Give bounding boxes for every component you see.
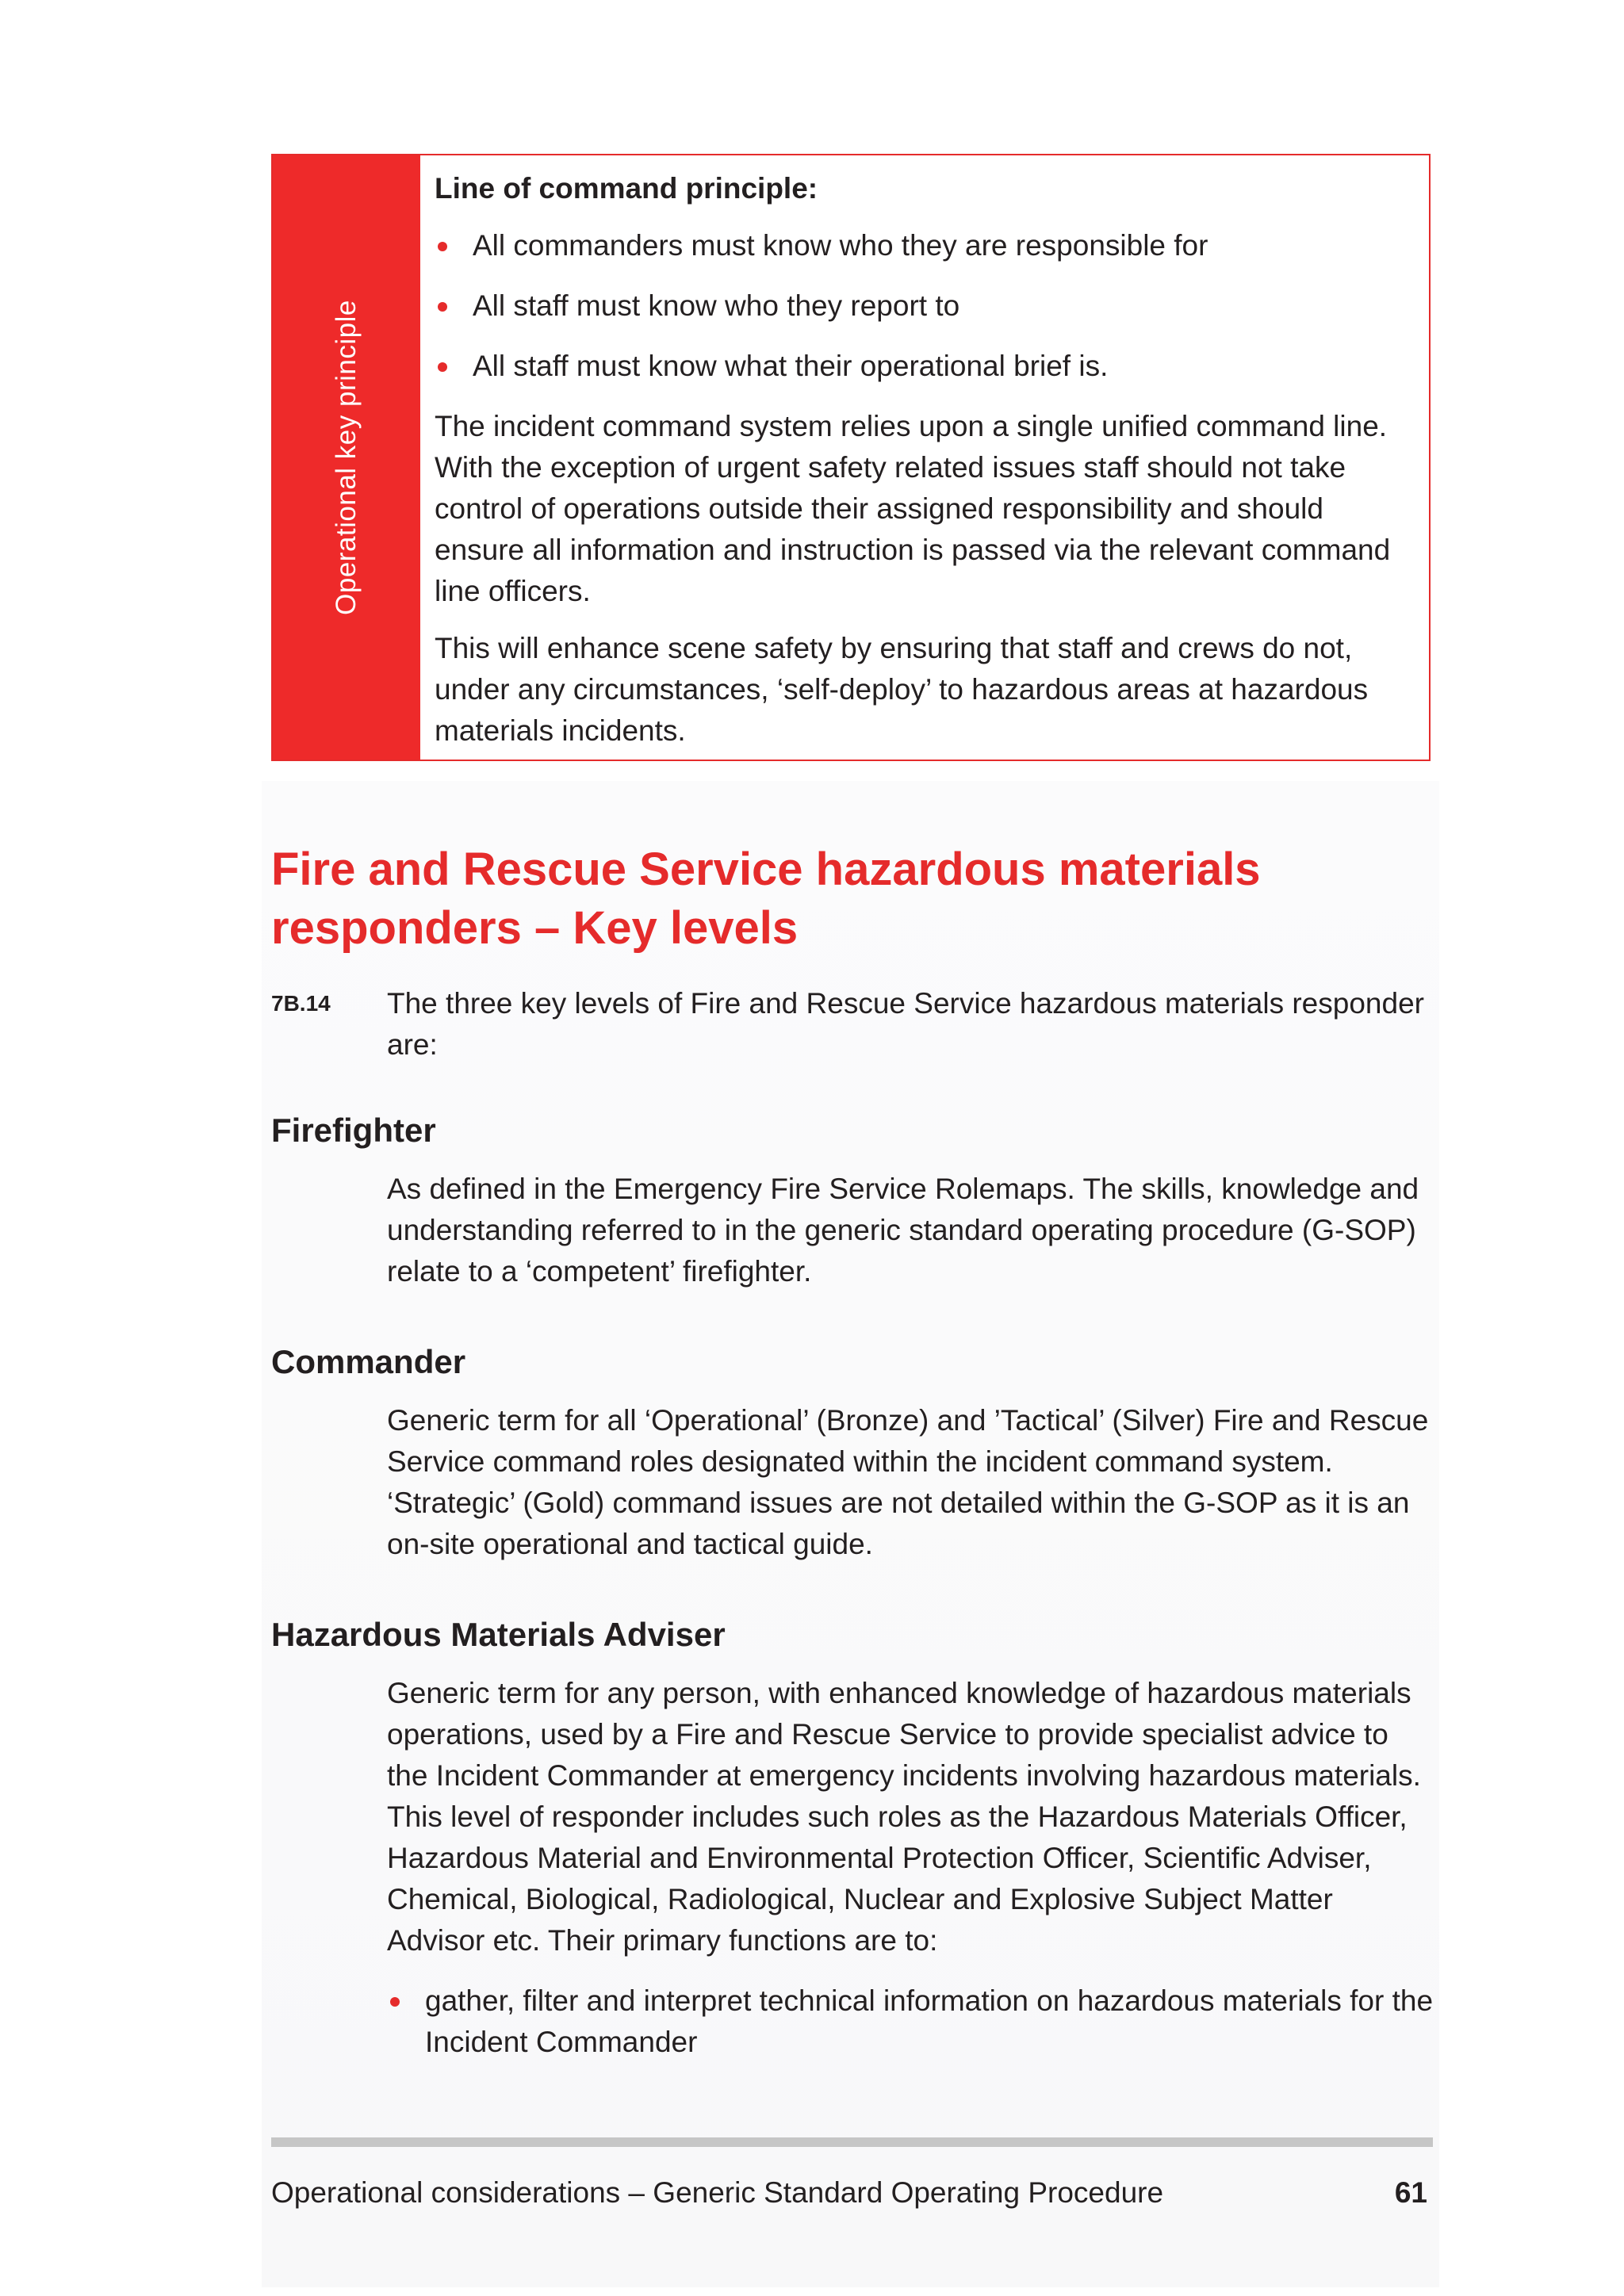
paragraph-text: The three key levels of Fire and Rescue Service hazardous materials responder are:: [387, 987, 1424, 1061]
commander-heading: Commander: [271, 1343, 466, 1380]
key-principle-sidebar: [273, 155, 420, 760]
key-principle-side-label: Operational key principle: [331, 300, 362, 615]
bullet-text: gather, filter and interpret technical information on hazardous materials for the Incident Commander: [425, 1984, 1434, 2058]
firefighter-body: [387, 1169, 1434, 1292]
footer-title: Operational considerations – Generic Standard Operating Procedure: [271, 2176, 1164, 2209]
paragraph-number: 7B.14: [271, 991, 331, 1016]
commander-body: [387, 1400, 1434, 1565]
commander-text: Generic term for all ‘Operational’ (Bronze) and ’Tactical’ (Silver) Fire and Rescue Service command roles designated within the incident command system. ‘Strategic’ (Gold) command issues are not detailed within the G-SOP as it is an on-site operational and tactical guide.: [387, 1404, 1429, 1560]
bullet-text: All staff must know what their operational brief is.: [473, 350, 1109, 382]
adviser-body: [387, 1673, 1434, 2063]
adviser-text: Generic term for any person, with enhanced knowledge of hazardous materials operations, used by a Fire and Rescue Service to provide specialist advice to the Incident Commander at emergency incidents involving hazardous materials. This level of responder includes such roles as the Hazardous Materials Officer, Hazardous Material and Environmental Protection Officer, Scientific Adviser, Chemical, Biological, Radiological, Nuclear and Explosive Subject Matter Advisor etc. Their primary functions are to:: [387, 1677, 1421, 1957]
bullet-icon: [438, 302, 447, 312]
key-principle-heading: Line of command principle:: [435, 172, 818, 205]
bullet-icon: [438, 362, 447, 372]
key-principle-box: [271, 154, 1431, 761]
page-number: 61: [1394, 2176, 1427, 2209]
key-principle-bullet-list: [435, 225, 1418, 387]
bullet-icon: [438, 242, 447, 251]
bullet-text: All staff must know who they report to: [473, 289, 960, 322]
list-item: [435, 285, 1418, 327]
bullet-text: All commanders must know who they are responsible for: [473, 229, 1208, 262]
footer-divider: [271, 2137, 1433, 2147]
list-item: [435, 346, 1418, 387]
key-principle-paragraph: The incident command system relies upon a single unified command line. With the exception of urgent safety related issues staff should not take control of operations outside their assigned responsibility and should ensure all information and instruction is passed via the relevant command line officers.: [435, 410, 1391, 607]
numbered-paragraph: [271, 983, 1429, 1066]
section-title: Fire and Rescue Service hazardous materials responders – Key levels: [271, 844, 1261, 954]
firefighter-text: As defined in the Emergency Fire Service Rolemaps. The skills, knowledge and understanding referred to in the generic standard operating procedure (G-SOP) relate to a ‘competent’ firefighter.: [387, 1173, 1419, 1288]
bullet-icon: [390, 1997, 400, 2007]
firefighter-heading: Firefighter: [271, 1112, 436, 1149]
list-item: [387, 1980, 1434, 2063]
adviser-heading: Hazardous Materials Adviser: [271, 1616, 726, 1653]
key-principle-paragraph: This will enhance scene safety by ensuring that staff and crews do not, under any circumstances, ‘self-deploy’ to hazardous areas at hazardous materials incidents.: [435, 632, 1369, 747]
list-item: [435, 225, 1418, 266]
adviser-bullet-list: [387, 1980, 1434, 2063]
key-principle-content: [435, 168, 1418, 752]
